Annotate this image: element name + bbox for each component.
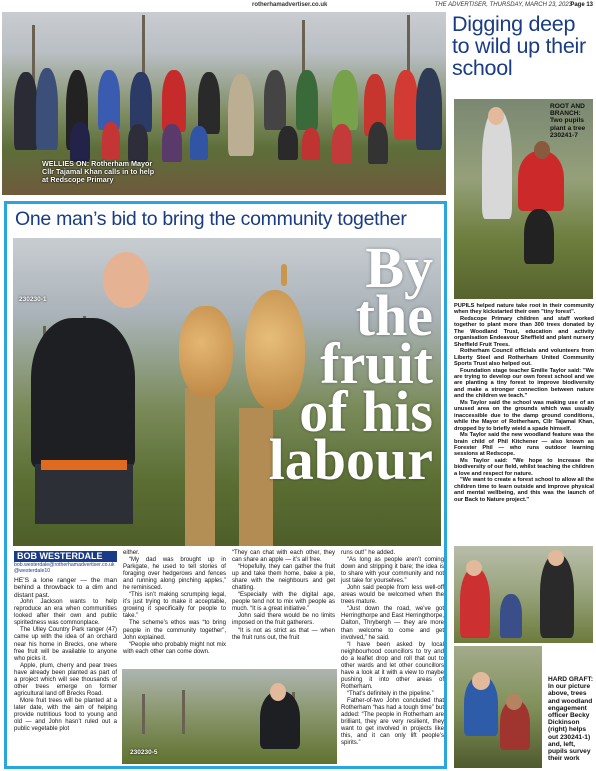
article-column-3 bbox=[232, 550, 335, 642]
article-paragraph: “Hopefully, they can gather the fruit up and take them home, bake a pie, share with the neighbours and get chatting. bbox=[232, 564, 335, 592]
article-paragraph: “It is not as strict as that — when the fruit runs out, the fruit bbox=[232, 627, 335, 641]
byline-handle[interactable]: @westerdale10 bbox=[14, 568, 51, 574]
title-line: labour bbox=[268, 427, 433, 492]
side-paragraph: Ms Taylor said: "We hope to increase the biodiversity of our field, whilst teaching the children a love and respect for nature. bbox=[454, 457, 594, 477]
article-column-2 bbox=[123, 550, 226, 656]
article-paragraph: “This isn’t making scrumping legal, it’s just trying to make it acceptable, growing it specifically for people to take.” bbox=[123, 592, 226, 620]
article-column-4 bbox=[341, 550, 444, 747]
wooden-pear-left bbox=[179, 306, 233, 398]
article-paragraph: “I have been asked by local neighbourhood councillors to try and do a leaflet drop and roll that out to other wards and let other councillors have a look at it with a view to maybe pushing it into other areas of Rotherham. bbox=[341, 641, 444, 690]
article-paragraph: “People who probably might not mix with each other can come down. bbox=[123, 641, 226, 655]
byline-name: BOB WESTERDALE bbox=[14, 551, 117, 562]
caption-lead: ROOT AND BRANCH: bbox=[550, 103, 585, 118]
website-url: rotherhamadvertiser.co.uk bbox=[252, 2, 328, 8]
title-line: of his bbox=[299, 379, 433, 444]
article-paragraph: either. bbox=[123, 550, 140, 556]
top-photo-caption bbox=[42, 160, 162, 184]
caption-lead: WELLIES ON: bbox=[42, 159, 90, 168]
article-paragraph: Apple, plum, cherry and pear trees have already been planted as part of a project which will see thousands of other trees emerge on former agricultural land off Brecks Road. bbox=[14, 662, 117, 697]
side-paragraph: "We want to create a forest school to allow all the children time to learn outside and improve physical and mental wellbeing, and this was the launch of our Back to Nature project." bbox=[454, 477, 594, 503]
side-paragraph: Rotherham Council officials and volunteers from Liberty Steel and Rotherham United Community Sports Trust also helped out. bbox=[454, 348, 594, 368]
page-number: Page 13 bbox=[570, 2, 593, 8]
article-paragraph: The scheme’s ethos was “to bring people in the community together”, John explained. bbox=[123, 620, 226, 641]
roots-photo-caption bbox=[550, 103, 592, 139]
ranger-head bbox=[103, 252, 149, 308]
photo-id: 230241-7 bbox=[550, 131, 578, 139]
feature-box bbox=[4, 201, 447, 769]
caption-text: In our picture above, trees and woodland engagement officer Becky Dickinson (right) helps out 230241-1) and, left, pupils survey their work bbox=[548, 683, 593, 763]
article-paragraph: More fruit trees will be planted at a later date, with the aim of helping provide nutritious food to young and old — and John hasn’t ruled out a public vegetable plot bbox=[14, 697, 117, 733]
side-paragraph: Ms Taylor said the new woodland feature was the brain child of Phil Kitchener — also known as Forester Phil — who runs outdoor learning sessions at Redscope. bbox=[454, 432, 594, 458]
side-paragraph: PUPILS helped nature take root in their community when they kickstarted their own "tiny forest". bbox=[454, 303, 594, 316]
caption-text: Two pupils plant a tree bbox=[550, 117, 586, 132]
article-paragraph: runs out!” he added. bbox=[341, 550, 396, 556]
pupils-planting-photo bbox=[454, 99, 593, 299]
page-masthead bbox=[0, 0, 596, 10]
article-paragraph: Father-of-two John concluded that Rotherham “has had a tough time” but added: “The people in Rotherham are brilliant, they are very resilient, they want to get involved in projects like this, and it can only lift people’s spirits.” bbox=[341, 697, 444, 747]
article-column-1 bbox=[14, 577, 117, 733]
byline bbox=[14, 551, 117, 574]
article-paragraph: John said people from less well-off areas would be welcomed when the trees mature. bbox=[341, 585, 444, 606]
small-photo-id: 230230-5 bbox=[130, 749, 158, 756]
article-paragraph: “As long as people aren’t coming down and stripping it bare; the idea is to share with your community and not just take for yourselves.” bbox=[341, 557, 444, 585]
article-paragraph: “They can chat with each other, they can share an apple — it’s all free. bbox=[232, 550, 335, 564]
group-photo-wellies-on bbox=[2, 12, 446, 195]
article-paragraph: HE’S a lone ranger — the man behind a throwback to a dim and distant past. bbox=[14, 577, 117, 599]
caption-lead: HARD GRAFT: bbox=[548, 676, 594, 683]
article-paragraph: The Ulley Country Park ranger (47) came up with the idea of an orchard near his home in Brecks, one where free fruit will be available to anyone who picks it. bbox=[14, 627, 117, 662]
article-paragraph: “Especially with the digital age, people tend not to mix with people as much. “It is a great initiative.” bbox=[232, 592, 335, 613]
byline-email[interactable]: bob.westerdale@rotherhamadvertiser.co.uk bbox=[14, 562, 115, 568]
title-line: By bbox=[365, 238, 433, 300]
title-line: fruit bbox=[320, 331, 433, 396]
feature-title-by-the-fruit bbox=[243, 238, 433, 492]
side-story-body bbox=[454, 303, 594, 503]
pupils-survey-photo bbox=[454, 646, 542, 768]
ranger-figure bbox=[31, 318, 135, 468]
side-paragraph: Redscope Primary children and staff worked together to plant more than 300 trees donated by The Woodland Trust, education and activity organisation Endeavour Sheffield and plant nursery Sheffield Fruit Trees. bbox=[454, 315, 594, 348]
side-story-headline: Digging deep to wild up their school bbox=[452, 12, 586, 80]
article-paragraph: John said there would be no limits imposed on the fruit gatherers. bbox=[232, 613, 335, 627]
article-paragraph: “Just down the road, we’ve got Herringthorpe and East Herringthorpe, Dalton, Thrybergh — they are more than welcome to come and get involved,” he said. bbox=[341, 606, 444, 641]
caption-text: Rotherham Mayor Cllr Tajamal Khan calls in to help at Redscope Primary bbox=[42, 159, 155, 184]
ranger-kneeling-photo bbox=[122, 669, 337, 764]
article-paragraph: “My dad was brought up in Parkgate, he used to tell stories of foraging over hedgerows and fences and running along pinching apples,” he reminisced. bbox=[123, 557, 226, 592]
side-paragraph: Foundation stage teacher Emilie Taylor said: "We are trying to develop our own forest school and we are planting a tiny forest to improve biodiversity and make a stronger connection between nature and the children we teach." bbox=[454, 367, 594, 400]
ranger-orchard-photo bbox=[13, 238, 441, 546]
main-photo-id: 230230-1 bbox=[19, 296, 47, 303]
hard-graft-caption bbox=[548, 676, 594, 762]
feature-headline: One man’s bid to bring the community together bbox=[15, 208, 407, 230]
issue-date: THE ADVERTISER, THURSDAY, MARCH 23, 2023 bbox=[434, 2, 572, 8]
side-paragraph: Ms Taylor said the school was making use of an unused area on the grounds which was usually inaccessible due to the damp ground conditions, while the Mayor of Rotherham, Cllr Tajamal Khan, dropped by to briefly wield a spade himself. bbox=[454, 399, 594, 432]
article-paragraph: John Jackson wants to help reproduce an era when communities looked after their own and public spiritedness was commonplace. bbox=[14, 599, 117, 627]
article-paragraph: “That’s definitely in the pipeline.” bbox=[347, 690, 434, 697]
officer-helping-photo bbox=[454, 546, 593, 643]
title-line: the bbox=[355, 283, 433, 348]
